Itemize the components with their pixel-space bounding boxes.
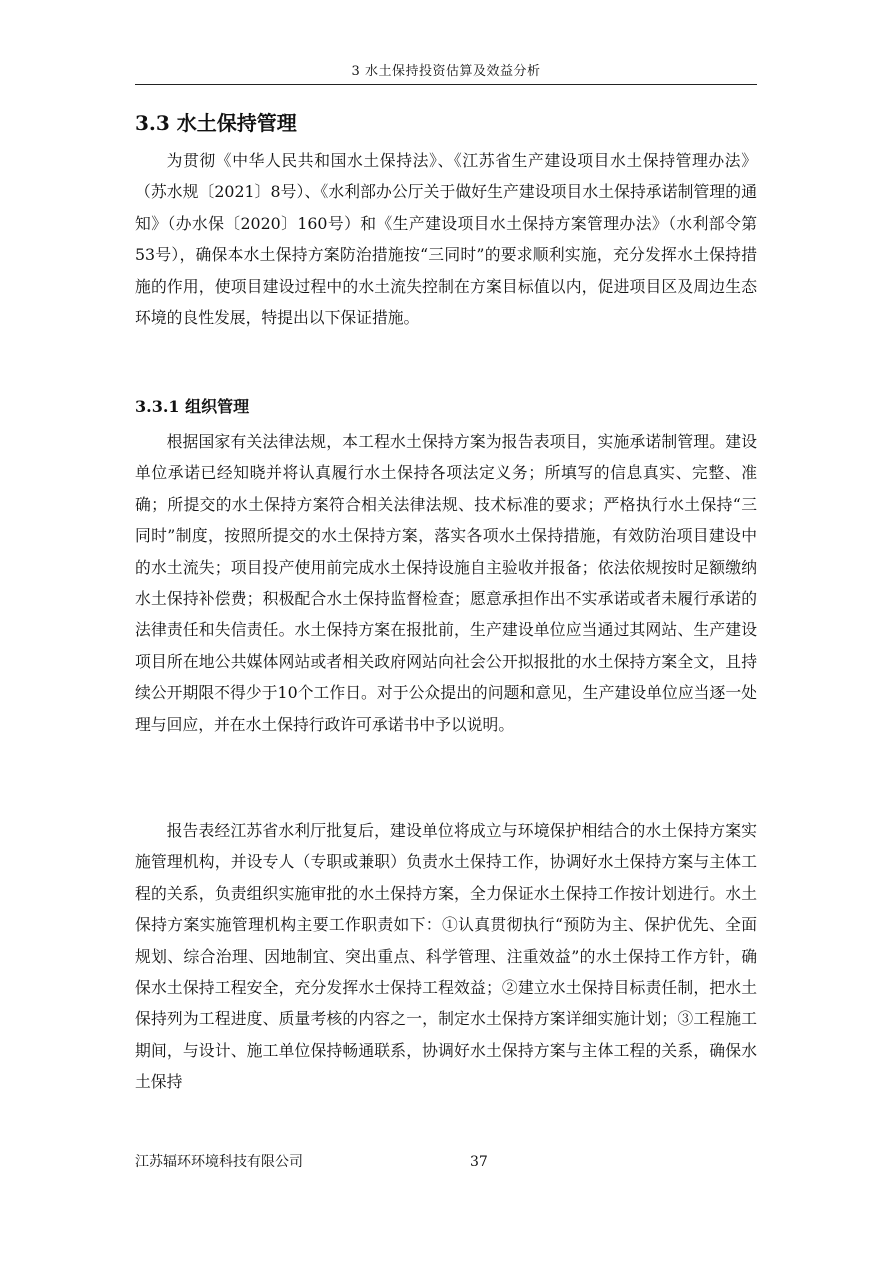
- running-header: 3 水土保持投资估算及效益分析: [351, 64, 541, 79]
- subsection-heading: 3.3.1 组织管理: [135, 397, 250, 416]
- subsection-paragraph-2: 报告表经江苏省水利厅批复后，建设单位将成立与环境保护相结合的水土保持方案实施管理机构，并设专人（专职或兼职）负责水土保持工作，协调好水土保持方案与主体工程的关系，负责组织实施审批的水土保持方案，全力保证水土保持工作按计划进行。水土保持方案实施管理机构主要工作职责如下：①认真贯彻执行“预防为主、保护优先、全面规划、综合治理、因地制宜、突出重点、科学管理、注重效益”的水土保持工作方针，确保水土保持工程安全，充分发挥水士保持工程效益；②建立水土保持目标责任制，把水土保持列为工程进度、质量考核的内容之一，制定水土保持方案详细实施计划；③工程施工期间，与设计、施工单位保持畅通联系，协调好水土保持方案与主体工程的关系，确保水土保持: [135, 821, 757, 1092]
- header-divider: [135, 84, 757, 85]
- subsection-paragraph-1: 根据国家有关法律法规，本工程水土保持方案为报告表项目，实施承诺制管理。建设单位承诺已经知晓并将认真履行水土保持各项法定义务；所填写的信息真实、完整、准确；所提交的水土保持方案符合相关法律法规、技术标准的要求；严格执行水土保持“三同时”制度，按照所提交的水土保持方案，落实各项水土保持措施，有效防治项目建设中的水土流失；项目投产使用前完成水土保持设施自主验收并报备；依法依规按时足额缴纳水土保持补偿费；积极配合水土保持监督检查；愿意承担作出不实承诺或者未履行承诺的法律责任和失信责任。水土保持方案在报批前，生产建设单位应当通过其网站、生产建设项目所在地公共媒体网站或者相关政府网站向社会公开拟报批的水土保持方案全文，且持续公开期限不得少于10个工作日。对于公众提出的问题和意见，生产建设单位应当逐一处理与回应，并在水土保持行政许可承诺书中予以说明。: [135, 432, 757, 734]
- footer-company: 江苏辐环环境科技有限公司: [135, 1154, 303, 1170]
- section-heading: 3.3 水土保持管理: [135, 111, 297, 135]
- section-intro-paragraph: 为贯彻《中华人民共和国水土保持法》、《江苏省生产建设项目水土保持管理办法》（苏水规〔2021〕8号）、《水利部办公厅关于做好生产建设项目水土保持承诺制管理的通知》（办水保〔2020〕160号）和《生产建设项目水土保持方案管理办法》（水利部令第53号），确保本水土保持方案防治措施按“三同时”的要求顺利实施，充分发挥水土保持措施的作用，使项目建设过程中的水土流失控制在方案目标值以内，促进项目区及周边生态环境的良性发展，特提出以下保证措施。: [135, 151, 757, 328]
- page-number: 37: [470, 1154, 488, 1170]
